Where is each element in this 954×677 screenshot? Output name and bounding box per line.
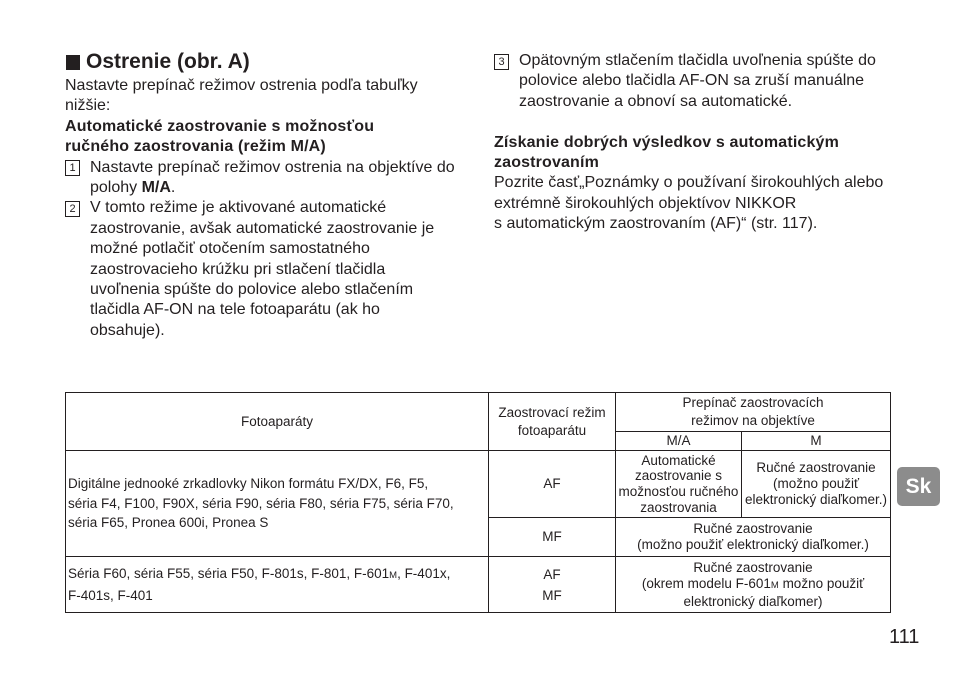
text-line: V tomto režime je aktivované automatické [90,199,387,217]
text-line: možné potlačiť otočením samostatného [90,240,370,258]
cell-modes-af-mf [489,557,616,613]
step-number-box: 3 [494,54,509,70]
text-line: séria F4, F100, F90X, séria F90, séria F80, séria F75, séria F70, [68,495,454,511]
text-line: zaostrovacieho krúžku pri stlačení tlačidla [90,260,386,278]
cell-cameras-digital [66,451,489,557]
cell-film-both [616,557,891,613]
header-cameras-text: Fotoaparáty [240,413,314,429]
language-tab [897,467,940,506]
table-row [66,557,891,613]
step-number-box: 2 [65,201,80,217]
section-heading [65,50,250,74]
subheading-good-results [494,133,914,174]
text-segment: polohy [90,179,142,197]
text-line: F-401s, F-401 [68,587,153,603]
text-line: AF [543,566,561,582]
text-line: zaostrovania [640,499,717,515]
header-camera-focus-mode [489,393,616,451]
text-line: (možno použiť elektronický diaľkomer.) [637,537,869,552]
step-1 [65,158,475,199]
text-line: s automatickým zaostrovaním (AF)“ (str. 117). [494,215,818,233]
text-line: Ručné zaostrovanie [693,559,813,575]
text-line: Ručné zaostrovanie [693,521,813,536]
text-line [616,576,890,594]
header-cameras [66,393,489,451]
text-line: Prepínač zaostrovacích [682,395,824,410]
text-line: MF [542,587,562,603]
text-line: možnosťou ručného [618,484,739,499]
text-line: Digitálne jednooké zrkadlovky Nikon formátu FX/DX, F6, F5, [68,476,429,492]
text-line: Automatické zaostrovanie s možnosťou [65,117,375,135]
text-line: Získanie dobrých výsledkov s automatickým [494,133,839,151]
focus-mode-table [65,392,891,613]
step-3 [494,51,914,112]
text-line: uvoľnenia spúšte do polovice alebo stlačením [90,281,414,299]
step-2 [65,198,475,341]
text-line: Nastavte prepínač režimov ostrenia podľa tabuľky [65,77,418,94]
cell-af-m [742,451,891,518]
left-column [65,76,475,341]
text-line: Opätovným stlačením tlačidla uvoľnenia spúšte do [519,52,876,69]
cell-mode-af: AF [489,451,616,518]
cell-cameras-film [66,557,489,613]
text-line: elektronický diaľkomer.) [745,492,887,507]
text-line: zaostrovanie a obnoví sa automatické. [519,92,793,110]
mode-ma-label: M/A [141,179,171,197]
text-line: režimov na objektíve [691,413,815,428]
text-line [68,564,488,586]
text-line: nižšie: [65,97,111,115]
cell-af-ma [616,451,742,518]
text-line: Ručné zaostrovanie [756,460,876,475]
reference-paragraph [494,173,914,234]
header-switch-m: M [742,432,891,451]
text-line: Zaostrovací režim [498,404,606,420]
square-bullet-icon [66,55,80,70]
text-line: polovice alebo tlačidla AF-ON sa zruší manuálne [519,72,865,90]
text-line: Pozrite časť„Poznámky o používaní širokouhlých alebo [494,174,884,192]
page-number: 111 [889,626,920,648]
right-column [494,51,914,235]
cell-mode-mf: MF [489,518,616,557]
language-tab-label: Sk [905,474,932,498]
header-switch-ma: M/A [616,432,742,451]
text-line: zaostrovaním [494,154,599,172]
table-row [66,451,891,518]
text-line: zaostrovanie, avšak automatické zaostrovanie je [90,219,435,237]
section-heading-text: Ostrenie (obr. A) [86,50,250,73]
text-line: Automatické [641,452,716,468]
subheading-autofocus [65,117,475,158]
text-segment: , F-401x, [397,565,451,581]
intro-paragraph [65,76,475,117]
text-segment: Séria F60, séria F55, séria F50, F-801s, F-801, F-601 [68,565,390,581]
cell-mf-both [616,518,891,557]
table-header-row [66,393,891,432]
small-cap-m: M [770,579,779,591]
text-line: séria F65, Pronea 600i, Pronea S [68,515,269,531]
text-line: elektronický diaľkomer) [683,593,823,609]
text-line: tlačidla AF-ON na tele fotoaparátu (ak ho [90,301,380,319]
text-segment: . [170,179,176,197]
text-line: (možno použiť [772,476,860,491]
text-line: extrémně širokouhlých objektívov NIKKOR [494,194,797,212]
small-cap-m: M [389,569,398,581]
text-line: ručného zaostrovania (režim M/A) [65,138,326,156]
text-segment: možno použiť [778,575,865,591]
step-number-box: 1 [65,160,80,176]
text-line: obsahuje). [90,321,165,339]
text-line: zaostrovanie s [634,468,723,484]
text-segment: (okrem modelu F-601 [641,575,771,591]
text-line: Nastavte prepínač režimov ostrenia na objektíve do [90,158,455,176]
text-line: fotoaparátu [517,422,587,438]
text-line [90,178,475,198]
header-lens-focus-switch [616,393,891,432]
